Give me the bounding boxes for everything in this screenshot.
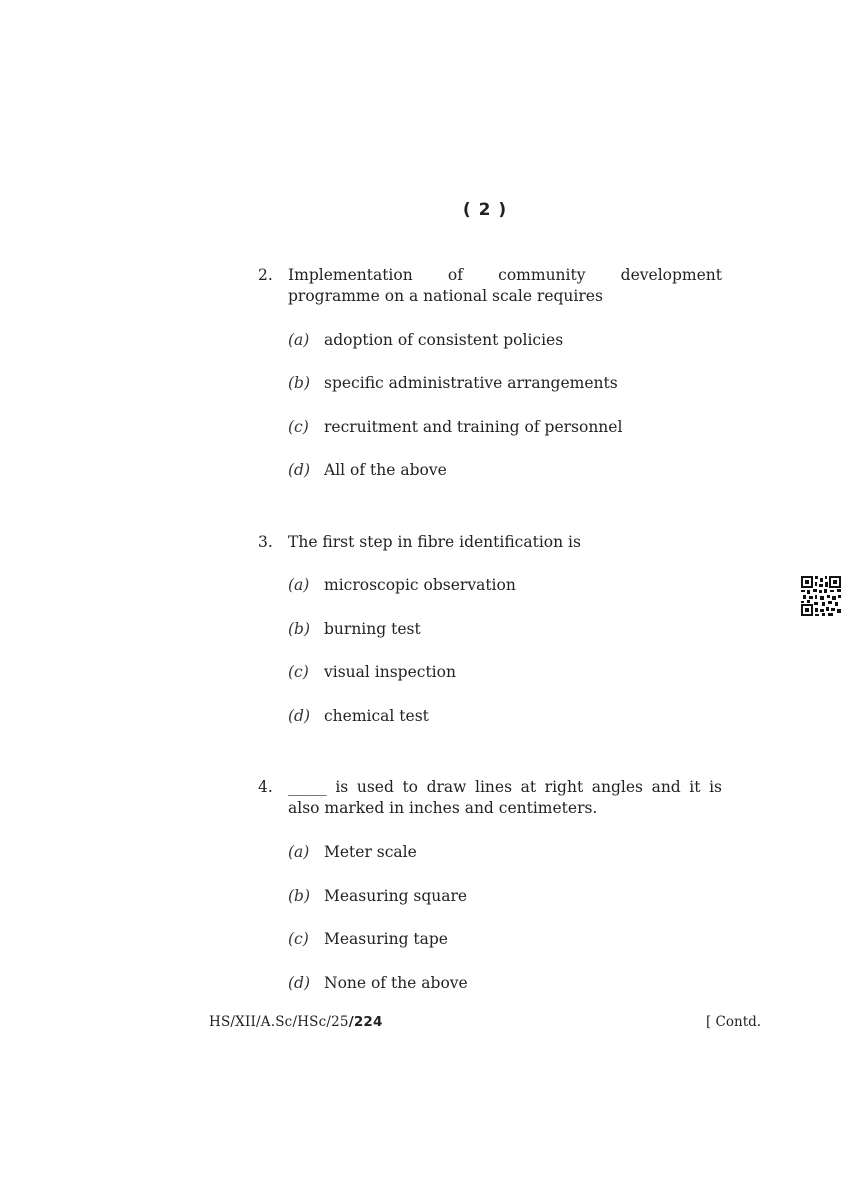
- option-text: burning test: [324, 620, 421, 638]
- option-text: Measuring tape: [324, 930, 448, 948]
- option-label: (c): [288, 418, 309, 436]
- question-text-line: The first step in fibre identification is: [288, 533, 581, 551]
- option-label: (b): [288, 374, 311, 392]
- paper-code: [209, 1014, 383, 1030]
- question-2: [258, 265, 722, 307]
- option-text: All of the above: [324, 461, 447, 479]
- question-number: 2.: [258, 266, 273, 284]
- question-text: [288, 265, 722, 307]
- paper-code-suffix: /224: [348, 1014, 383, 1030]
- option-label: (a): [288, 331, 310, 349]
- qr-code-icon: [801, 576, 841, 616]
- continued-label: [ Contd.: [706, 1014, 762, 1030]
- question-text-line: _____ is used to draw lines at right angles and it is: [288, 778, 722, 796]
- question-number: 4.: [258, 778, 273, 796]
- option-label: (a): [288, 576, 310, 594]
- option-item: [288, 460, 447, 481]
- option-text: chemical test: [324, 707, 429, 725]
- option-item: [288, 706, 429, 727]
- option-text: adoption of consistent policies: [324, 331, 564, 349]
- option-text: specific administrative arrangements: [324, 374, 618, 392]
- option-item: [288, 886, 467, 907]
- option-label: (c): [288, 663, 309, 681]
- question-text-line: also marked in inches and centimeters.: [288, 799, 598, 817]
- page-number: ( 2 ): [462, 200, 508, 220]
- option-label: (a): [288, 843, 310, 861]
- question-3: [258, 532, 722, 553]
- question-text: [288, 777, 722, 819]
- option-text: visual inspection: [324, 663, 456, 681]
- option-label: (d): [288, 461, 311, 479]
- option-item: [288, 929, 448, 950]
- option-text: recruitment and training of personnel: [324, 418, 623, 436]
- option-text: Measuring square: [324, 887, 468, 905]
- option-label: (d): [288, 974, 311, 992]
- option-label: (b): [288, 620, 311, 638]
- option-item: [288, 842, 417, 863]
- option-text: microscopic observation: [324, 576, 516, 594]
- paper-code-prefix: HS/XII/A.Sc/HSc/25: [209, 1014, 349, 1030]
- option-item: [288, 619, 421, 640]
- option-item: [288, 575, 516, 596]
- option-label: (c): [288, 930, 309, 948]
- question-4: [258, 777, 722, 819]
- option-item: [288, 330, 563, 351]
- option-label: (b): [288, 887, 311, 905]
- option-text: Meter scale: [324, 843, 417, 861]
- option-item: [288, 373, 618, 394]
- question-text: [288, 532, 722, 553]
- option-item: [288, 973, 468, 994]
- question-number: 3.: [258, 533, 273, 551]
- option-label: (d): [288, 707, 311, 725]
- question-text-line: programme on a national scale requires: [288, 287, 603, 305]
- question-text-line: Implementation of community development: [288, 266, 722, 284]
- option-item: [288, 417, 622, 438]
- option-item: [288, 662, 456, 683]
- option-text: None of the above: [324, 974, 468, 992]
